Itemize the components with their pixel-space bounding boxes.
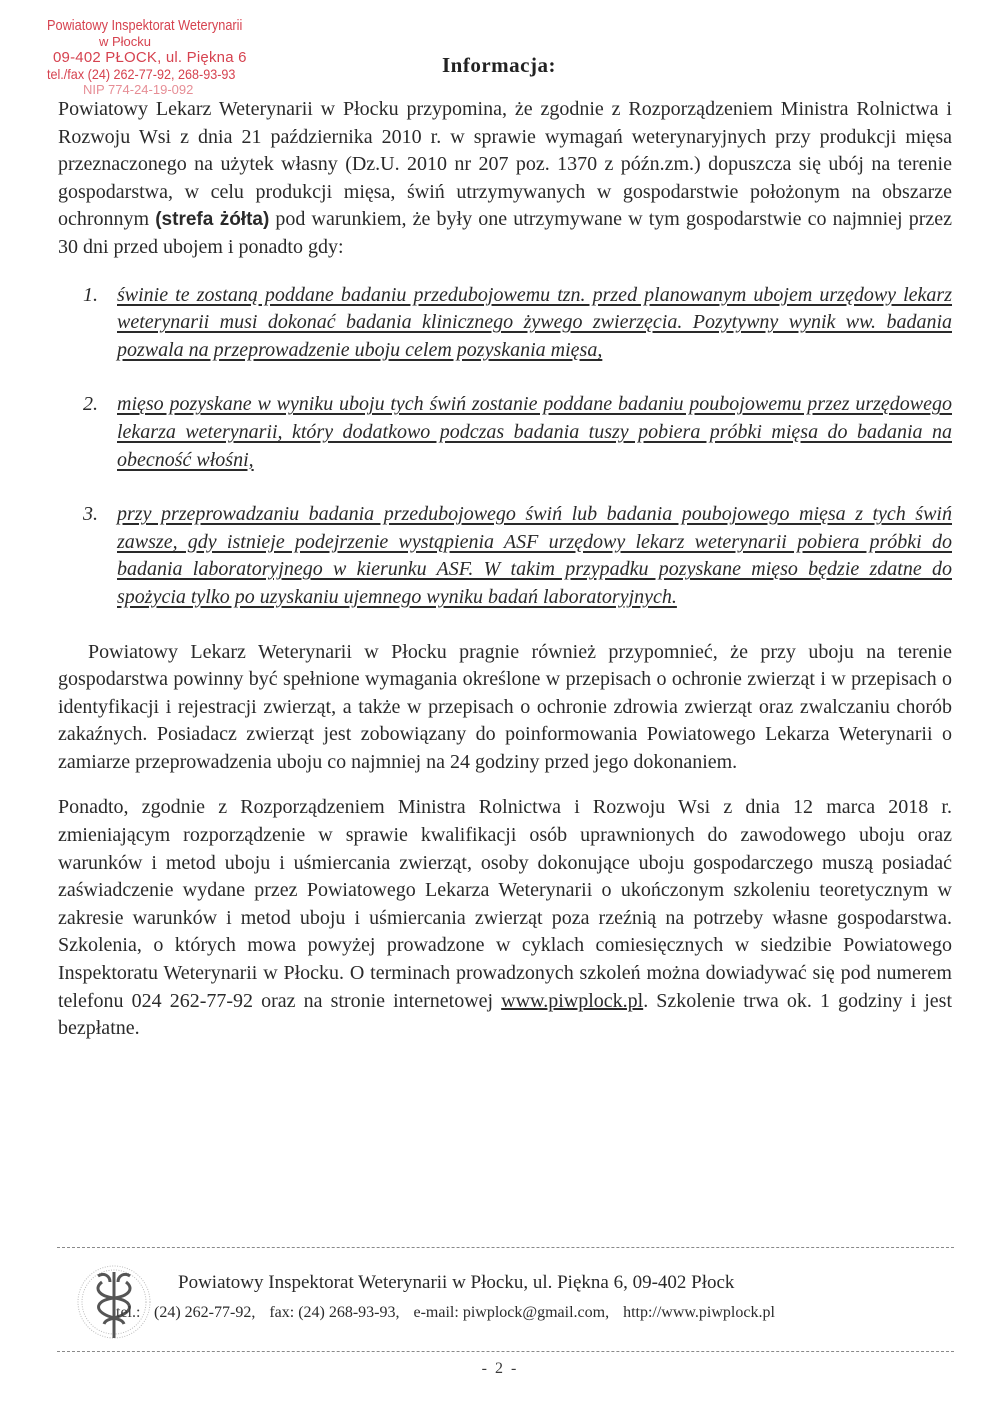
training-text-end: . Szkolenie trwa ok. 1 godziny i jest bezpłatne. [58, 989, 952, 1040]
footer-contacts [154, 1304, 785, 1322]
footer-fax: fax: (24) 268-93-93, [269, 1304, 400, 1321]
page-number: - 2 - [481, 1360, 519, 1377]
office-stamp [47, 18, 287, 98]
training-paragraph [58, 794, 952, 1042]
footer-divider-bottom [57, 1351, 954, 1352]
stamp-line-address: 09-402 PŁOCK, ul. Piękna 6 [53, 49, 247, 66]
list-item [58, 501, 952, 611]
list-item-number: 1. [83, 283, 98, 306]
list-item-text: mięso pozyskane w wyniku uboju tych świń zostanie poddane badaniu poubojowemu przez urzędowego lekarza weterynarii, który dodatkowo podczas badania tuszy pobiera próbki mięsa do badania na obecność włośni, [117, 393, 952, 471]
stamp-line-phone: tel./fax (24) 262-77-92, 268-93-93 [47, 66, 236, 82]
caduceus-logo-icon [58, 1262, 158, 1342]
footer-divider-top [57, 1247, 954, 1248]
intro-text: Powiatowy Lekarz Weterynarii w Płocku przypomina, że zgodnie z Rozporządzeniem Ministra Rolnictwa i Rozwoju Wsi z dnia 21 października 2010 r. w sprawie wymagań weterynaryjnych przy produkcji mięsa przeznaczonego na użytek własny (Dz.U. 2010 nr 207 poz. 1370 z późn.zm.) dopuszcza się ubój na terenie gospodarstwa, w celu produkcji mięsa, świń utrzymywanych w gospodarstwie położonym na obszarze ochronnym [58, 98, 952, 231]
footer-phone: (24) 262-77-92, [154, 1304, 256, 1321]
intro-text-end: pod warunkiem, że były one utrzymywane w tym gospodarstwie co najmniej przez 30 dni przed ubojem i ponadto gdy: [58, 208, 953, 258]
website-link[interactable]: www.piwplock.pl [501, 989, 644, 1012]
intro-paragraph [58, 96, 952, 262]
footer-tel-label: tel.: [116, 1304, 141, 1321]
list-item [58, 391, 952, 474]
list-item-text: świnie te zostaną poddane badaniu przedubojowemu tzn. przed planowanym ubojem urzędowy lekarz weterynarii musi dokonać badania klinicznego żywego zwierzęcia. Pozytywny wynik ww. badania pozwala na przeprowadzenie uboju celem pozyskania mięsa, [117, 283, 952, 361]
list-item-number: 2. [83, 393, 98, 416]
list-item-number: 3. [83, 503, 98, 526]
footer-address: Powiatowy Inspektorat Weterynarii w Płocku, ul. Piękna 6, 09-402 Płock [178, 1272, 735, 1293]
stamp-line-nip: NIP 774-24-19-092 [83, 82, 194, 97]
footer-email[interactable]: e-mail: piwplock@gmail.com, [413, 1304, 610, 1321]
intro-bold-zone: (strefa żółta) [155, 209, 270, 231]
stamp-line-city: w Płocku [99, 34, 152, 49]
document-body [58, 96, 952, 1043]
reminder-paragraph: Powiatowy Lekarz Weterynarii w Płocku pragnie również przypomnieć, że przy uboju na terenie gospodarstwa powinny być spełnione wymagania określone w przepisach o ochronie zwierząt i w przepisach o identyfikacji i rejestracji zwierząt, a także w przepisach o ochronie zdrowia zwierząt oraz zwalczaniu chorób zakaźnych. Posiadacz zwierząt jest zobowiązany do poinformowania Powiatowego Lekarza Weterynarii o zamiarze przeprowadzenia uboju co najmniej na 24 godziny przed jego dokonaniem. [58, 640, 952, 773]
document-heading: Informacja: [442, 53, 556, 77]
conditions-list [58, 282, 952, 612]
stamp-line-name: Powiatowy Inspektorat Weterynarii [47, 17, 243, 34]
training-text: Ponadto, zgodnie z Rozporządzeniem Ministra Rolnictwa i Rozwoju Wsi z dnia 12 marca 2018 r. zmieniającym rozporządzenie w sprawie kwalifikacji osób uprawnionych do zawodowego uboju oraz warunków i metod uboju i uśmiercania zwierząt, osoby dokonujące uboju gospodarczego muszą posiadać zaświadczenie wydane przez Powiatowego Lekarza Weterynarii o ukończonym szkoleniu teoretycznym w zakresie warunków i metod uboju i uśmiercania zwierząt poza rzeźnią na potrzeby własne gospodarstwa. Szkolenia, o których mowa powyżej prowadzone w cyklach comiesięcznych w siedzibie Powiatowego Inspektoratu Weterynarii w Płocku. O terminach prowadzonych szkoleń można dowiadywać się pod numerem telefonu 024 262-77-92 oraz na stronie internetowej [58, 796, 952, 1012]
footer-website[interactable]: http://www.piwplock.pl [623, 1304, 775, 1321]
list-item [58, 282, 952, 365]
list-item-text: przy przeprowadzaniu badania przedubojowego świń lub badania poubojowego mięsa z tych świń zawsze, gdy istnieje podejrzenie wystąpienia ASF urzędowy lekarz weterynarii pobiera próbki do badania laboratoryjnego w kierunku ASF. W takim przypadku pozyskane mięso będzie zdatne do spożycia tylko po uzyskaniu ujemnego wyniku badań laboratoryjnych. [117, 503, 952, 608]
